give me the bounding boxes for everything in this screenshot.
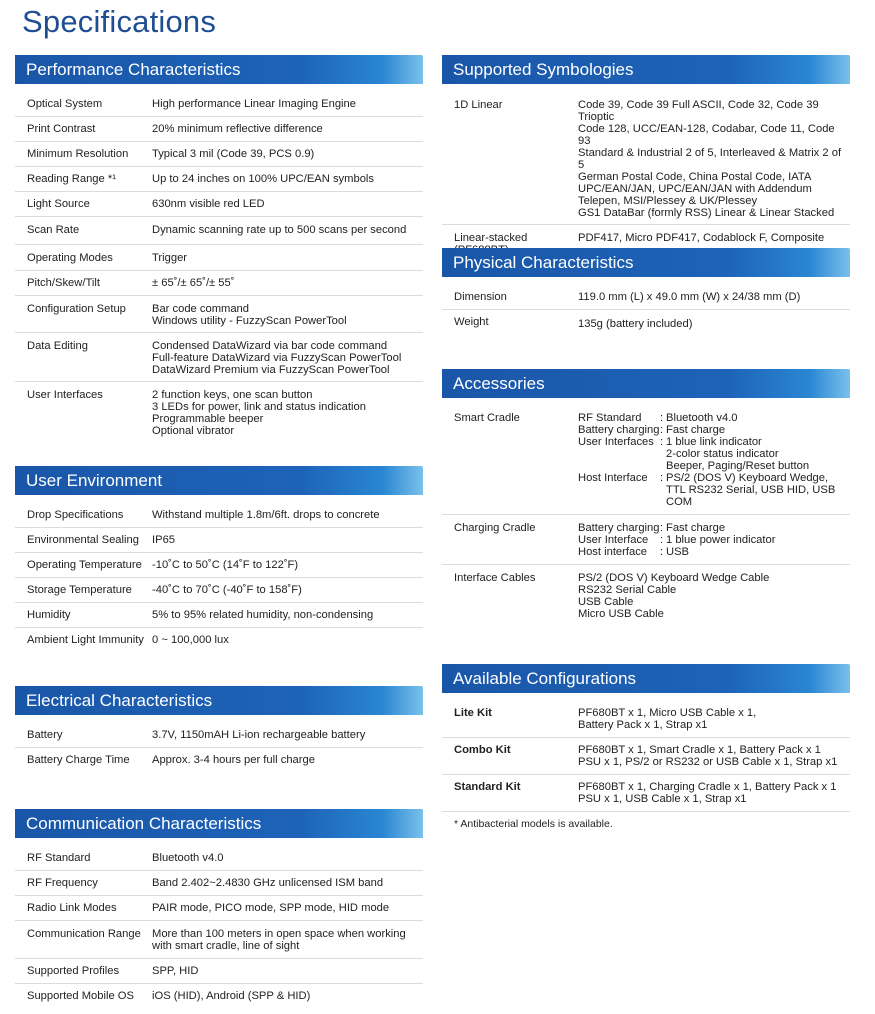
row-label: User Interfaces xyxy=(27,389,103,401)
row-value xyxy=(578,412,850,508)
kv-value: 1 blue link indicator 2-color status indicator Beeper, Paging/Reset button xyxy=(666,436,810,472)
performance-table xyxy=(15,92,423,442)
row-label: RF Frequency xyxy=(27,877,98,889)
row-label: Supported Profiles xyxy=(27,965,120,977)
environment-table xyxy=(15,503,423,652)
table-row xyxy=(15,896,423,921)
row-label: Light Source xyxy=(27,198,90,210)
row-label: Lite Kit xyxy=(454,707,492,719)
configurations-section xyxy=(442,664,850,830)
table-row xyxy=(15,92,423,117)
symbologies-section xyxy=(442,55,850,261)
electrical-header: Electrical Characteristics xyxy=(15,686,423,715)
row-value: Band 2.402~2.4830 GHz unlicensed ISM band xyxy=(152,877,384,889)
row-label: Ambient Light Immunity xyxy=(27,634,144,646)
table-row xyxy=(15,528,423,553)
page-title: Specifications xyxy=(22,4,217,39)
table-row xyxy=(442,285,850,310)
performance-section xyxy=(15,55,423,442)
table-row xyxy=(15,245,423,271)
row-value: PS/2 (DOS V) Keyboard Wedge Cable RS232 Serial Cable USB Cable Micro USB Cable xyxy=(578,572,770,620)
table-row xyxy=(15,603,423,628)
symbologies-table xyxy=(442,92,850,261)
table-row-charging-cradle xyxy=(442,515,850,565)
table-row xyxy=(15,333,423,382)
electrical-table xyxy=(15,723,423,772)
row-value: 119.0 mm (L) x 49.0 mm (W) x 24/38 mm (D) xyxy=(578,291,801,303)
table-row xyxy=(442,310,850,336)
row-label: Dimension xyxy=(454,291,507,303)
table-row xyxy=(442,92,850,225)
row-label: Charging Cradle xyxy=(454,522,536,534)
row-label: Storage Temperature xyxy=(27,584,132,596)
row-label: Battery xyxy=(27,729,63,741)
table-row xyxy=(15,723,423,748)
row-label: Environmental Sealing xyxy=(27,534,139,546)
physical-header: Physical Characteristics xyxy=(442,248,850,277)
row-label: Drop Specifications xyxy=(27,509,124,521)
kv-item: User Interfaces : 1 blue link indicator 2-color status indicator Beeper, Paging/Reset button xyxy=(578,436,810,472)
table-row xyxy=(15,959,423,984)
table-row xyxy=(15,921,423,959)
row-value: Bluetooth v4.0 xyxy=(152,852,224,864)
physical-section xyxy=(442,248,850,336)
kv-value: Fast charge xyxy=(666,522,726,534)
row-value: 20% minimum reflective difference xyxy=(152,123,323,135)
row-label: Smart Cradle xyxy=(454,412,520,424)
row-label: Configuration Setup xyxy=(27,303,126,315)
row-label: Optical System xyxy=(27,98,103,110)
electrical-section xyxy=(15,686,423,772)
kv-key: Host interface xyxy=(578,546,648,558)
row-value: IP65 xyxy=(152,534,176,546)
environment-section xyxy=(15,466,423,652)
accessories-header: Accessories xyxy=(442,369,850,398)
row-value: -10˚C to 50˚C (14˚F to 122˚F) xyxy=(152,559,299,571)
row-label: Radio Link Modes xyxy=(27,902,117,914)
kv-key: User Interfaces xyxy=(578,436,654,448)
kv-key: Battery charging xyxy=(578,522,660,534)
row-label: RF Standard xyxy=(27,852,91,864)
row-value: Dynamic scanning rate up to 500 scans per second xyxy=(152,224,407,236)
row-label: Standard Kit xyxy=(454,781,521,793)
row-value: Condensed DataWizard via bar code command Full-feature DataWizard via FuzzyScan PowerTool DataWizard Premium via FuzzyScan PowerTool xyxy=(152,340,402,376)
table-row xyxy=(15,217,423,245)
kv-value: Bluetooth v4.0 xyxy=(666,412,738,424)
row-label: Communication Range xyxy=(27,928,141,940)
table-row xyxy=(15,984,423,1008)
table-row xyxy=(442,738,850,775)
kv-item: Host Interface : PS/2 (DOS V) Keyboard Wedge, TTL RS232 Serial, USB HID, USB COM xyxy=(578,472,850,508)
footnote: * Antibacterial models is available. xyxy=(454,818,613,830)
kv-key: Host Interface xyxy=(578,472,648,484)
row-value: 2 function keys, one scan button 3 LEDs for power, link and status indication Programmable beeper Optional vibrator xyxy=(152,389,366,437)
row-label: Data Editing xyxy=(27,340,88,352)
row-label: Operating Temperature xyxy=(27,559,142,571)
communication-header: Communication Characteristics xyxy=(15,809,423,838)
row-label: Print Contrast xyxy=(27,123,96,135)
kv-value: 1 blue power indicator xyxy=(666,534,776,546)
communication-table xyxy=(15,846,423,1008)
row-value: iOS (HID), Android (SPP & HID) xyxy=(152,990,311,1002)
table-row xyxy=(15,167,423,192)
table-row xyxy=(15,117,423,142)
row-label: Battery Charge Time xyxy=(27,754,130,766)
row-label: Reading Range *¹ xyxy=(27,173,116,185)
row-label: Weight xyxy=(454,316,489,328)
performance-header: Performance Characteristics xyxy=(15,55,423,84)
table-row xyxy=(15,382,423,442)
kv-key: User Interface xyxy=(578,534,649,546)
row-value: High performance Linear Imaging Engine xyxy=(152,98,356,110)
row-value: ± 65˚/± 65˚/± 55˚ xyxy=(152,277,235,289)
table-row xyxy=(15,271,423,296)
table-row xyxy=(15,503,423,528)
configurations-header: Available Configurations xyxy=(442,664,850,693)
row-label: Scan Rate xyxy=(27,224,80,236)
row-value: SPP, HID xyxy=(152,965,199,977)
kv-value: Fast charge xyxy=(666,424,726,436)
kv-item: Host interface : USB xyxy=(578,546,690,558)
kv-value: USB xyxy=(666,546,690,558)
row-label: Humidity xyxy=(27,609,71,621)
table-row xyxy=(15,296,423,333)
symbologies-header: Supported Symbologies xyxy=(442,55,850,84)
row-label: Pitch/Skew/Tilt xyxy=(27,277,100,289)
row-label: Minimum Resolution xyxy=(27,148,129,160)
row-value: PDF417, Micro PDF417, Codablock F, Composite xyxy=(578,232,825,244)
kv-item: Battery charging : Fast charge xyxy=(578,424,726,436)
accessories-section xyxy=(442,369,850,626)
table-row-smart-cradle xyxy=(442,406,850,515)
kv-item: RF Standard : Bluetooth v4.0 xyxy=(578,412,738,424)
row-label: Supported Mobile OS xyxy=(27,990,134,1002)
configurations-table xyxy=(442,701,850,812)
table-row xyxy=(442,701,850,738)
row-value: PF680BT x 1, Charging Cradle x 1, Battery Pack x 1 PSU x 1, USB Cable x 1, Strap x1 xyxy=(578,781,837,805)
kv-item: User Interface : 1 blue power indicator xyxy=(578,534,776,546)
row-value: 135g (battery included) xyxy=(578,318,693,330)
row-value: Bar code command Windows utility - FuzzyScan PowerTool xyxy=(152,303,347,327)
table-row xyxy=(15,748,423,772)
row-label: Interface Cables xyxy=(454,572,536,584)
row-value xyxy=(578,522,850,558)
row-label: Combo Kit xyxy=(454,744,511,756)
row-value: 3.7V, 1150mAH Li-ion rechargeable battery xyxy=(152,729,366,741)
row-value: 5% to 95% related humidity, non-condensing xyxy=(152,609,374,621)
row-value: Up to 24 inches on 100% UPC/EAN symbols xyxy=(152,173,374,185)
row-value: Code 39, Code 39 Full ASCII, Code 32, Code 39 Trioptic Code 128, UCC/EAN-128, Codabar, Code 11, Code 93 Standard & Industrial 2 of 5, Interleaved & Matrix 2 of 5 German Postal Code, China Postal Code, IATA UPC/EAN/JAN, UPC/EAN/JAN with Addendum Telepen, MSI/Plessey & UK/Plessey GS1 DataBar (formly RSS) Linear & Linear Stacked xyxy=(578,99,842,219)
table-row xyxy=(15,578,423,603)
row-value: Typical 3 mil (Code 39, PCS 0.9) xyxy=(152,148,315,160)
row-value: 0 ~ 100,000 lux xyxy=(152,634,229,646)
table-row xyxy=(15,871,423,896)
table-row xyxy=(15,846,423,871)
row-label: 1D Linear xyxy=(454,99,503,111)
row-value: Withstand multiple 1.8m/6ft. drops to concrete xyxy=(152,509,380,521)
row-value: Trigger xyxy=(152,252,188,264)
table-row xyxy=(15,628,423,652)
row-value: PF680BT x 1, Smart Cradle x 1, Battery Pack x 1 PSU x 1, PS/2 or RS232 or USB Cable x 1, Strap x1 xyxy=(578,744,838,768)
accessories-table xyxy=(442,406,850,626)
row-value: 630nm visible red LED xyxy=(152,198,265,210)
kv-value: PS/2 (DOS V) Keyboard Wedge, TTL RS232 Serial, USB HID, USB COM xyxy=(666,472,836,508)
row-value: Approx. 3-4 hours per full charge xyxy=(152,754,315,766)
kv-key: Battery charging xyxy=(578,424,660,436)
table-row xyxy=(15,553,423,578)
physical-table xyxy=(442,285,850,336)
environment-header: User Environment xyxy=(15,466,423,495)
kv-key: RF Standard xyxy=(578,412,642,424)
table-row xyxy=(442,775,850,812)
row-value: More than 100 meters in open space when working with smart cradle, line of sight xyxy=(152,928,406,952)
row-value: -40˚C to 70˚C (-40˚F to 158˚F) xyxy=(152,584,302,596)
row-value: PAIR mode, PICO mode, SPP mode, HID mode xyxy=(152,902,390,914)
kv-item: Battery charging : Fast charge xyxy=(578,522,726,534)
communication-section xyxy=(15,809,423,1008)
row-label: Linear-stacked xyxy=(454,232,528,244)
table-row xyxy=(15,192,423,217)
table-row xyxy=(15,142,423,167)
row-value: PF680BT x 1, Micro USB Cable x 1, Battery Pack x 1, Strap x1 xyxy=(578,707,757,731)
table-row-interface-cables xyxy=(442,565,850,626)
row-label: Operating Modes xyxy=(27,252,113,264)
